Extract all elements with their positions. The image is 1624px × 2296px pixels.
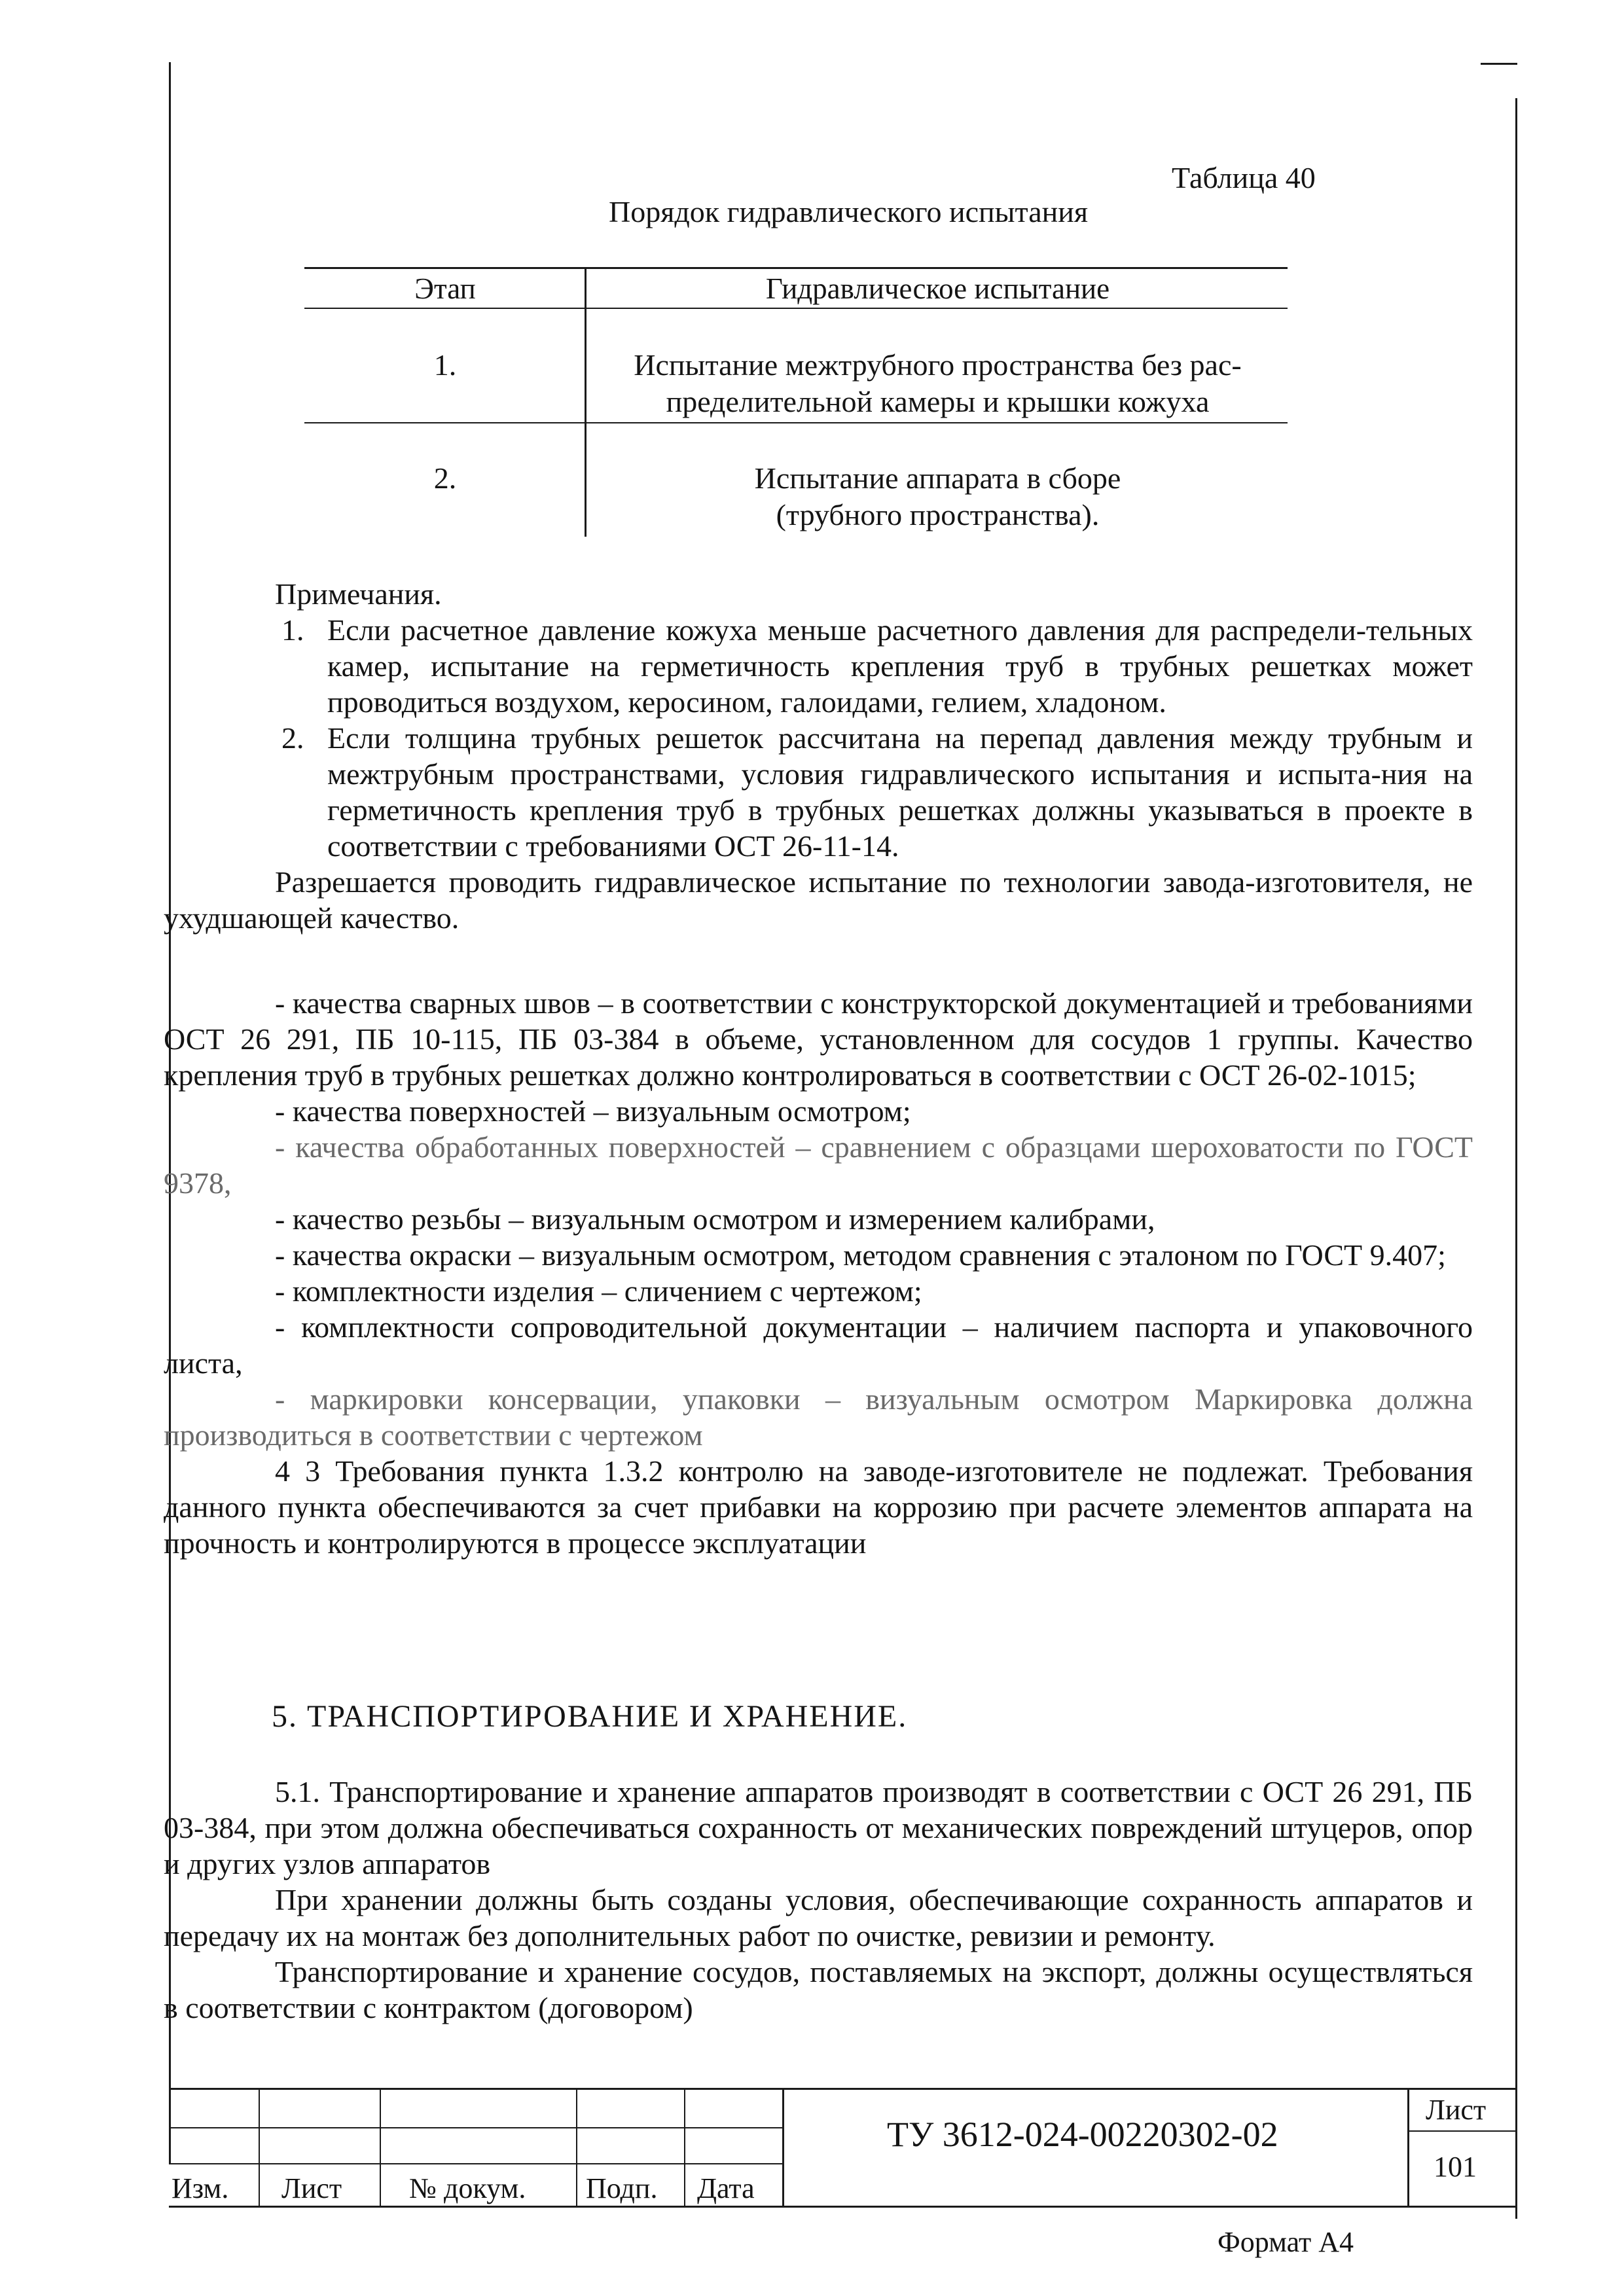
table-row-2-text-line1: Испытание аппарата в сборе [754,461,1121,495]
table-row-2-stage: 2. [433,461,457,495]
permission-paragraph: Разрешается проводить гидравлическое испытание по технологии завода-изготовителя, не ухудшающей качество. [164,865,1473,935]
table-header-rule [304,308,1288,309]
check-item-machined-surfaces: - качества обработанных поверхностей – сравнением с образцами шероховатости по ГОСТ 9378, [164,1130,1473,1200]
check-item-thread: - качество резьбы – визуальным осмотром и измерением калибрами, [275,1202,1155,1236]
check-item-welds: - качества сварных швов – в соответствии с конструкторской документацией и требованиями ОСТ 26 291, ПБ 10-115, ПБ 03-384 в объеме, установленном для сосудов 1 группы. Качество крепления труб в трубных решетках должно контролироваться в соответствии с ОСТ 26-02-1015; [164,986,1473,1092]
checks-block [164,985,1473,1561]
note-item-1-text: Если расчетное давление кожуха меньше расчетного давления для распредели-тельных камер, испытание на герметичность крепления труб в трубных решетках может проводиться воздухом, керосином, галоидами, гелием, хладоном. [327,613,1473,719]
check-item-documentation: - комплектности сопроводительной документации – наличием паспорта и упаковочного листа, [164,1310,1473,1380]
sheet-number: 101 [1434,2151,1477,2183]
section-5-storage-paragraph: При хранении должны быть созданы условия, обеспечивающие сохранность аппаратов и передачу их на монтаж без дополнительных работ по очистке, ревизии и ремонту. [164,1883,1473,1952]
table-header-stage: Этап [414,272,476,305]
stamp-bottom-rule [169,2206,1517,2208]
sheet-label: Лист [1426,2094,1487,2126]
stamp-col-5 [782,2088,784,2206]
stamp-row2-rule [169,2163,784,2164]
stamp-label-list: Лист [281,2172,342,2204]
check-item-marking: - маркировки консервации, упаковки – визуальным осмотром Маркировка должна производиться в соответствии с чертежом [164,1382,1473,1452]
table-row-1-text-line2: пределительной камеры и крышки кожуха [666,385,1210,418]
stamp-label-data: Дата [697,2172,755,2204]
section-5-body [164,1774,1473,2026]
check-item-surfaces: - качества поверхностей – визуальным осмотром; [275,1094,911,1128]
section-5-export-paragraph: Транспортирование и хранение сосудов, поставляемых на экспорт, должны осуществляться в соответствии с контрактом (договором) [164,1955,1473,2024]
stamp-col-3 [576,2088,577,2206]
check-item-paint: - качества окраски – визуальным осмотром, методом сравнения с эталоном по ГОСТ 9.407; [275,1238,1446,1272]
table-row-1-text-line1: Испытание межтрубного пространства без рас- [634,348,1242,382]
page-format: Формат А4 [1218,2226,1354,2258]
note-item-1-number: 1. [281,613,304,647]
table-row1-rule [304,422,1288,423]
section-5-1-paragraph: 5.1. Транспортирование и хранение аппаратов производят в соответствии с ОСТ 26 291, ПБ 03-384, при этом должна обеспечиваться сохранность от механических повреждений штуцеров, опор и других узлов аппаратов [164,1775,1473,1880]
note-item-1 [164,612,1473,720]
stamp-label-izm: Изм. [171,2172,229,2204]
table-row-2-text-line2: (трубного пространства). [776,498,1100,531]
stamp-sheet-rule [1407,2130,1517,2132]
stamp-col-1 [259,2088,260,2206]
note-item-2-text: Если толщина трубных решеток рассчитана на перепад давления между трубным и межтрубным пространствами, условия гидравлического испытания и испыта-ния на герметичность крепления труб в трубных решетках должны указываться в проекте в соответствии с требованиями ОСТ 26-11-14. [327,721,1473,863]
frame-top-right-line [1481,63,1517,65]
table-column-divider [585,267,586,537]
stamp-col-2 [380,2088,381,2206]
table-row-1-stage: 1. [433,348,457,382]
document-code: ТУ 3612-024-00220302-02 [887,2115,1278,2154]
stamp-col-4 [684,2088,685,2206]
notes-block [164,576,1473,936]
stamp-row1-rule [169,2127,784,2128]
table-caption: Порядок гидравлического испытания [609,195,1089,228]
stamp-label-doc-no: № докум. [409,2172,526,2204]
stamp-label-podp: Подп. [586,2172,658,2204]
note-item-2 [164,720,1473,864]
table-header-test: Гидравлическое испытание [765,272,1110,305]
section-5-heading: 5. ТРАНСПОРТИРОВАНИЕ И ХРАНЕНИЕ. [272,1699,908,1734]
table-number: Таблица 40 [1172,161,1316,194]
stamp-col-6 [1407,2088,1409,2206]
item-4-3-paragraph: 4 3 Требования пункта 1.3.2 контролю на заводе-изготовителе не подлежат. Требования данного пункта обеспечиваются за счет прибавки на коррозию при расчете элементов аппарата на прочность и контролируются в процессе эксплуатации [164,1454,1473,1560]
note-item-2-number: 2. [281,721,304,755]
frame-right-line [1515,98,1517,2219]
check-item-completeness: - комплектности изделия – сличением с чертежом; [275,1274,922,1308]
table-top-rule [304,267,1288,269]
notes-title: Примечания. [275,577,442,611]
stamp-top-rule [169,2088,1517,2090]
